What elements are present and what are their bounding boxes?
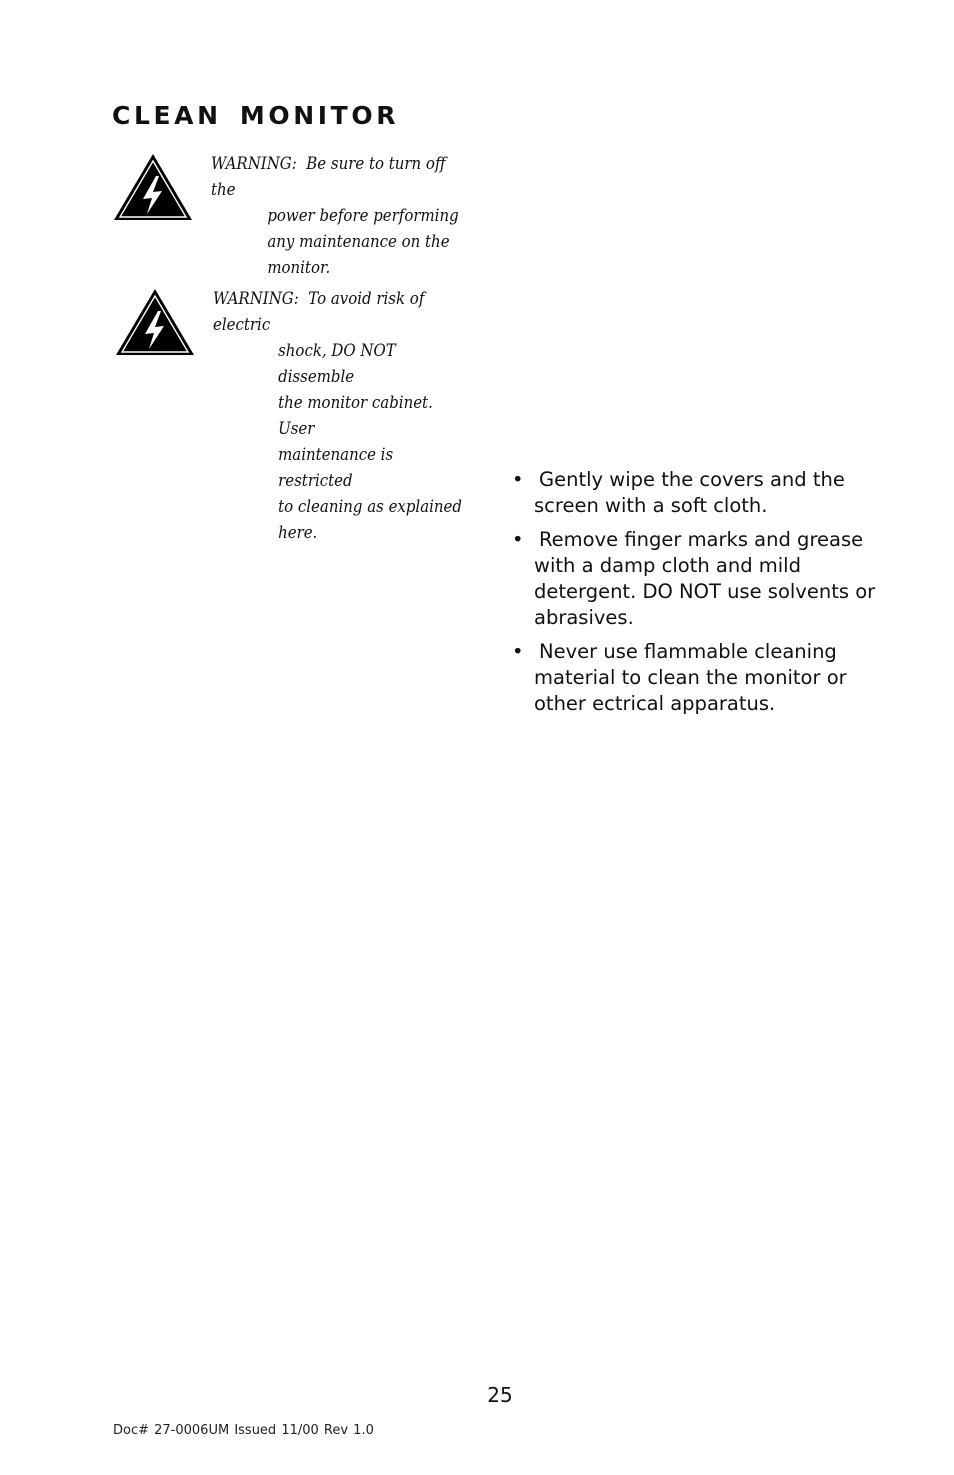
warning-label: WARNING: bbox=[213, 289, 299, 309]
electrical-hazard-icon bbox=[114, 287, 196, 357]
warning-line: here. bbox=[278, 523, 318, 543]
warning-line: the monitor cabinet. User bbox=[278, 393, 433, 439]
warning-line: Be sure to turn off the bbox=[211, 154, 446, 200]
warning-power-off bbox=[211, 151, 466, 281]
list-item bbox=[512, 639, 897, 717]
section-title: CLEAN MONITOR bbox=[112, 101, 400, 130]
warning-line: to cleaning as explained bbox=[278, 497, 462, 517]
document-footer: Doc# 27-0006UM Issued 11/00 Rev 1.0 bbox=[113, 1423, 374, 1438]
warning-line: power before performing bbox=[267, 206, 459, 226]
warning-electric-shock bbox=[213, 286, 468, 546]
electrical-hazard-icon bbox=[112, 152, 194, 222]
warning-label: WARNING: bbox=[211, 154, 297, 174]
warning-line: any maintenance on the bbox=[267, 232, 450, 252]
cleaning-instructions-list bbox=[512, 467, 897, 725]
bullet-marker: • bbox=[512, 528, 524, 551]
list-item bbox=[512, 527, 897, 631]
list-item-text: Remove finger marks and grease with a damp cloth and mild detergent. DO NOT use solvents or abrasives. bbox=[534, 528, 876, 629]
warning-line: To avoid risk of electric bbox=[213, 289, 425, 335]
list-item bbox=[512, 467, 897, 519]
bullet-marker: • bbox=[512, 468, 524, 491]
list-item-text: Gently wipe the covers and the screen with a soft cloth. bbox=[534, 468, 845, 517]
bullet-marker: • bbox=[512, 640, 524, 663]
page-number: 25 bbox=[487, 1383, 513, 1407]
warning-line: monitor. bbox=[267, 258, 331, 278]
list-item-text: Never use flammable cleaning material to clean the monitor or other ectrical apparatus. bbox=[534, 640, 847, 715]
warning-line: maintenance is restricted bbox=[278, 445, 394, 491]
warning-line: shock, DO NOT dissemble bbox=[278, 341, 396, 387]
